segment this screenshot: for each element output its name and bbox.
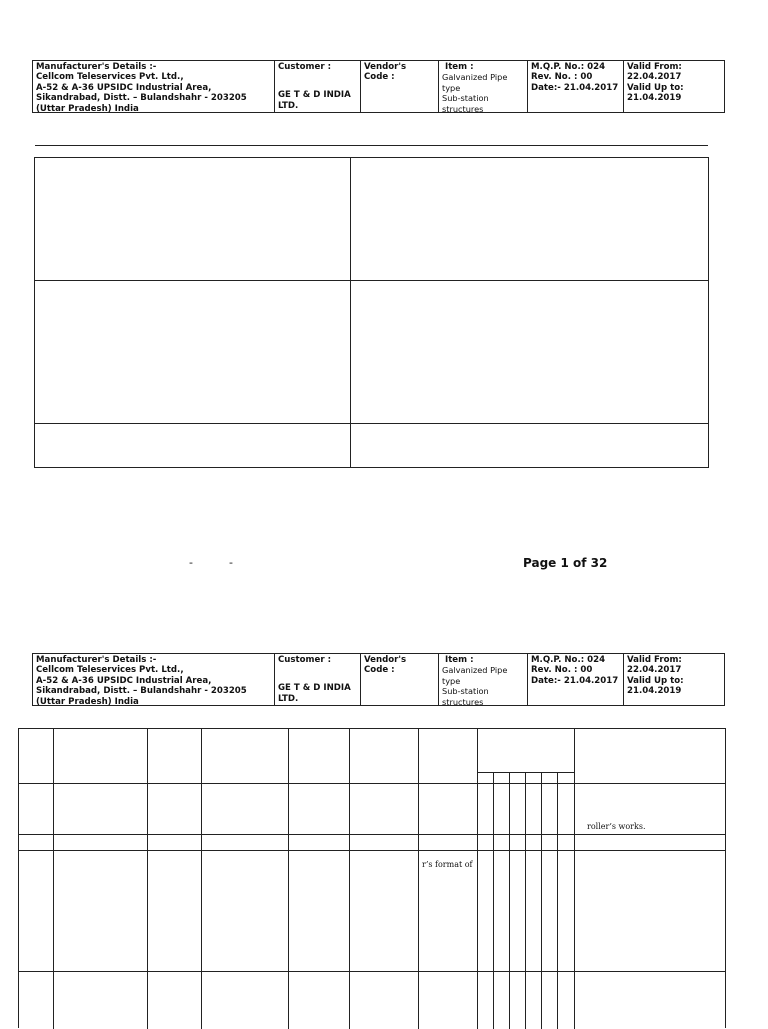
manufacturer-label: Manufacturer's Details :- <box>36 62 157 72</box>
manufacturer-address-3: (Uttar Pradesh) India <box>36 103 139 114</box>
manufacturer-address-1: A-52 & A-36 UPSIDC Industrial Area, <box>36 675 212 686</box>
validity-cell <box>624 654 724 705</box>
mqp-number: M.Q.P. No.: 024 <box>531 62 606 72</box>
valid-upto: Valid Up to: 21.04.2019 <box>627 82 684 104</box>
valid-from: Valid From: 22.04.2017 <box>627 62 682 83</box>
page2-grid-table <box>18 728 726 1028</box>
note-format: r’s format of <box>422 860 473 869</box>
vendor-label-1: Vendor's <box>364 655 407 665</box>
manufacturer-details-cell <box>33 654 275 705</box>
mqp-rev: Rev. No. : 00 <box>531 665 593 676</box>
mqp-cell <box>528 654 624 705</box>
item-cell <box>439 61 528 112</box>
item-line-1: Galvanized Pipe type <box>442 72 508 93</box>
validity-cell <box>624 61 724 112</box>
page1-header-table <box>32 60 725 113</box>
item-cell <box>439 654 528 705</box>
valid-upto: Valid Up to: 21.04.2019 <box>627 675 684 697</box>
customer-name-1: GE T & D INDIA <box>278 90 351 101</box>
page1-blank-table <box>34 157 709 468</box>
customer-name-2: LTD. <box>278 100 299 111</box>
manufacturer-label: Manufacturer's Details :- <box>36 655 157 665</box>
manufacturer-address-3: (Uttar Pradesh) India <box>36 696 139 707</box>
vendor-label-2: Code : <box>364 665 395 676</box>
customer-name-2: LTD. <box>278 693 299 704</box>
manufacturer-name: Cellcom Teleservices Pvt. Ltd., <box>36 72 184 83</box>
manufacturer-details-cell <box>33 61 275 112</box>
customer-name-1: GE T & D INDIA <box>278 683 351 694</box>
manufacturer-address-2: Sikandrabad, Distt. – Bulandshahr - 203205 <box>36 93 247 104</box>
note-roller-works: roller’s works. <box>587 822 646 831</box>
mqp-date: Date:- 21.04.2017 <box>531 82 619 93</box>
vendor-code-cell <box>361 61 439 112</box>
footer-dash-1: - <box>189 556 193 569</box>
item-label: Item : <box>445 62 474 72</box>
mqp-date: Date:- 21.04.2017 <box>531 675 619 686</box>
manufacturer-address-2: Sikandrabad, Distt. – Bulandshahr - 203205 <box>36 686 247 697</box>
item-line-2: Sub-station <box>442 686 489 697</box>
customer-label: Customer : <box>278 655 332 665</box>
page2-header-table <box>32 653 725 706</box>
customer-cell <box>275 654 361 705</box>
mqp-rev: Rev. No. : 00 <box>531 72 593 83</box>
item-line-3: structures <box>442 103 484 114</box>
footer-dash-2: - <box>229 556 233 569</box>
item-label: Item : <box>445 655 474 665</box>
valid-from: Valid From: 22.04.2017 <box>627 655 682 676</box>
vendor-label-1: Vendor's <box>364 62 407 72</box>
mqp-cell <box>528 61 624 112</box>
vendor-code-cell <box>361 654 439 705</box>
manufacturer-name: Cellcom Teleservices Pvt. Ltd., <box>36 665 184 676</box>
manufacturer-address-1: A-52 & A-36 UPSIDC Industrial Area, <box>36 82 212 93</box>
vendor-label-2: Code : <box>364 72 395 83</box>
page1-separator <box>35 145 708 146</box>
item-line-3: structures <box>442 696 484 707</box>
customer-label: Customer : <box>278 62 332 72</box>
customer-cell <box>275 61 361 112</box>
page-number: Page 1 of 32 <box>523 556 608 570</box>
item-line-2: Sub-station <box>442 93 489 104</box>
item-line-1: Galvanized Pipe type <box>442 665 508 686</box>
mqp-number: M.Q.P. No.: 024 <box>531 655 606 665</box>
